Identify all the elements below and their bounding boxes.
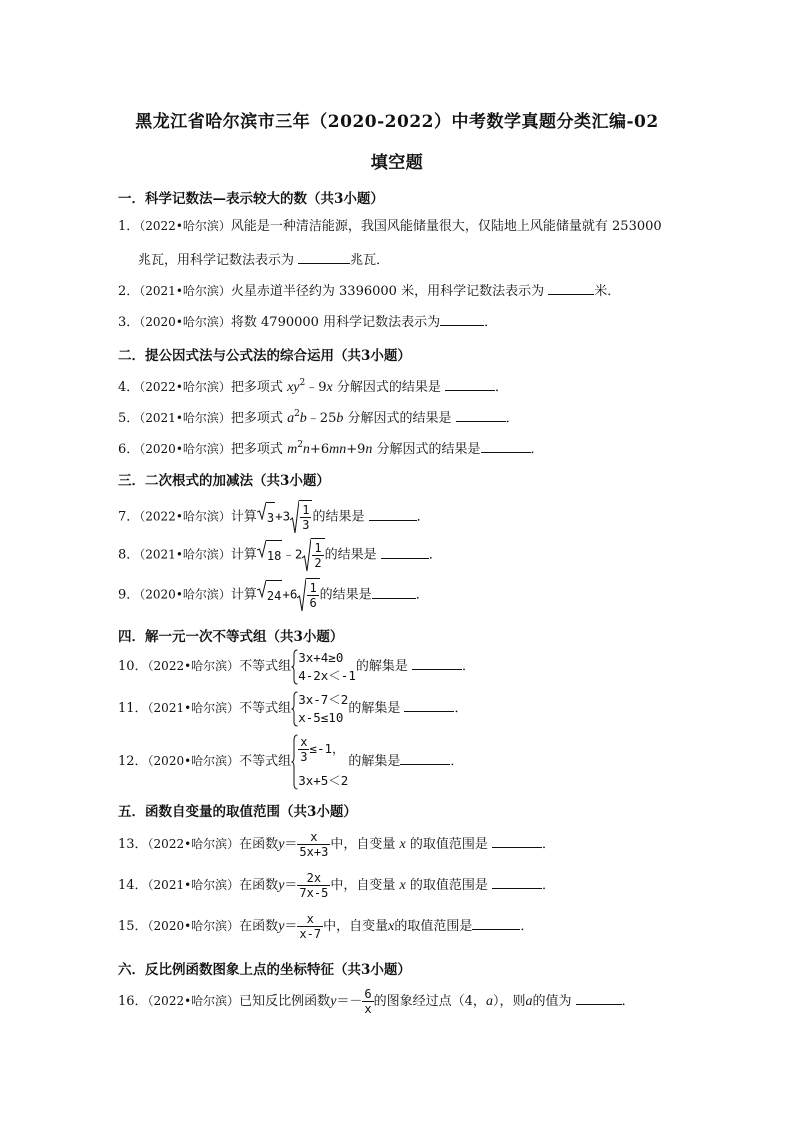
answer-blank[interactable] — [412, 657, 462, 670]
question-3 — [118, 313, 497, 331]
question-source: （2022•哈尔滨） — [139, 380, 231, 394]
question-2 — [118, 282, 620, 300]
question-source: （2020•哈尔滨） — [139, 315, 231, 329]
question-text: 的解集是 — [348, 754, 401, 769]
radicand — [299, 500, 312, 534]
question-source: （2020•哈尔滨） — [139, 442, 231, 456]
question-text: 不等式组 — [239, 701, 292, 716]
math-operator: ﹣9 — [305, 380, 327, 395]
math-variable: n — [365, 442, 373, 457]
section-heading-1: 一．科学记数法—表示较大的数（共3小题） — [118, 191, 384, 207]
radical-sign-icon — [257, 540, 266, 558]
question-text: 分解因式的结果是 — [347, 411, 452, 426]
math-variable: y — [278, 837, 285, 852]
question-text: 将数 4790000 用科学记数法表示为 — [230, 315, 441, 330]
question-number: 12． — [118, 754, 148, 769]
inequality-system — [291, 691, 348, 727]
question-source: （2021•哈尔滨） — [139, 547, 231, 562]
question-13 — [118, 827, 555, 862]
fraction — [297, 830, 330, 859]
answer-blank[interactable] — [381, 546, 429, 559]
math-exponent: 2 — [299, 378, 306, 388]
inequality-system — [291, 649, 356, 685]
radical-sign-icon — [257, 580, 266, 598]
math-variable: x — [399, 878, 406, 893]
question-8 — [118, 538, 442, 572]
fraction-numerator: x — [300, 735, 308, 749]
question-source: （2020•哈尔滨） — [139, 587, 231, 602]
fraction-denominator: 5x+3 — [299, 845, 329, 859]
inequality-system — [291, 734, 348, 790]
question-number: 15． — [118, 919, 148, 934]
fraction-numerator: 6 — [364, 987, 372, 1001]
question-source: （2020•哈尔滨） — [147, 754, 240, 768]
radicand: 3 — [266, 502, 275, 533]
inequality-line: 3x-7＜2 — [298, 692, 349, 707]
fraction-numerator: 1 — [314, 541, 322, 555]
question-text: 中，自变量 — [330, 837, 396, 852]
question-text: ． — [462, 659, 476, 674]
math-operator: +6 — [282, 586, 298, 602]
math-operator: ＝ — [284, 878, 298, 893]
question-text: 把多项式 — [230, 380, 283, 395]
answer-blank[interactable] — [404, 699, 454, 712]
answer-blank[interactable] — [481, 440, 531, 453]
question-source: （2022•哈尔滨） — [147, 659, 240, 673]
answer-blank[interactable] — [548, 282, 594, 295]
question-source: （2022•哈尔滨） — [147, 994, 240, 1008]
question-text: 米． — [594, 284, 621, 299]
question-text: ． — [416, 509, 430, 525]
fraction-denominator: 3 — [302, 518, 310, 532]
left-brace-icon — [291, 691, 298, 727]
answer-blank[interactable] — [440, 313, 484, 326]
math-variable: y — [278, 919, 285, 934]
math-operator: ＝ — [284, 837, 298, 852]
left-brace-icon — [291, 734, 298, 790]
question-text: 的取值范围是 — [409, 878, 488, 893]
square-root — [257, 540, 282, 571]
question-11 — [118, 690, 468, 727]
math-variable: y — [330, 994, 337, 1009]
question-number: 4． — [118, 380, 140, 395]
fraction — [362, 987, 373, 1016]
question-14 — [118, 868, 555, 903]
question-number: 8． — [118, 547, 140, 563]
question-text: 的取值范围是 — [394, 919, 473, 934]
fraction — [297, 912, 323, 941]
question-text: 分解因式的结果是 — [336, 380, 441, 395]
math-variable: x — [388, 919, 395, 934]
radicand — [311, 538, 324, 572]
fraction-denominator: 6 — [309, 596, 317, 610]
question-source: （2021•哈尔滨） — [147, 878, 240, 892]
question-16 — [118, 984, 635, 1019]
inequality-line: 4-2x＜-1 — [298, 668, 356, 683]
square-root — [297, 578, 319, 612]
question-source: （2021•哈尔滨） — [139, 284, 231, 298]
question-number: 3． — [118, 315, 140, 330]
fraction — [307, 581, 318, 610]
question-12 — [118, 733, 463, 790]
question-text: 计算 — [230, 509, 257, 525]
question-number: 6． — [118, 442, 140, 457]
question-text: ． — [495, 380, 509, 395]
question-text: 中，自变量 — [330, 878, 396, 893]
radicand: 24 — [266, 580, 282, 611]
question-text: ． — [415, 587, 429, 603]
question-text: ． — [621, 994, 635, 1009]
question-text: ． — [505, 411, 519, 426]
math-operator: ﹣25 — [306, 411, 337, 426]
answer-blank[interactable] — [369, 508, 417, 521]
question-source: （2022•哈尔滨） — [139, 509, 231, 524]
question-text: 不等式组 — [239, 754, 292, 769]
question-text: 分解因式的结果是 — [376, 442, 481, 457]
question-text: ． — [530, 442, 544, 457]
question-text: 的值为 — [532, 994, 572, 1009]
question-text: 的图象经过点（4， — [373, 994, 486, 1009]
question-text: 计算 — [230, 587, 257, 603]
question-text: 兆瓦，用科学记数法表示为 — [138, 253, 295, 268]
question-text: 的取值范围是 — [409, 837, 488, 852]
answer-blank[interactable] — [400, 752, 450, 765]
question-text: 把多项式 — [230, 411, 283, 426]
question-text: 的结果是 — [319, 587, 372, 603]
question-text: ． — [520, 919, 534, 934]
question-6 — [118, 437, 544, 458]
question-number: 1． — [118, 219, 140, 234]
math-operator: +6 — [309, 442, 330, 457]
math-variable: b — [336, 411, 344, 426]
document-title: 黑龙江省哈尔滨市三年（2020-2022）中考数学真题分类汇编-02 — [135, 112, 659, 132]
question-5 — [118, 406, 519, 427]
fraction-denominator: 3 — [300, 750, 308, 764]
question-text: ． — [450, 754, 464, 769]
question-10 — [118, 648, 475, 685]
answer-blank[interactable] — [492, 835, 542, 848]
question-text: ），则 — [492, 994, 526, 1009]
math-variable: xy — [287, 380, 300, 395]
question-number: 14． — [118, 878, 148, 893]
question-9 — [118, 578, 429, 612]
math-operator: ＝－ — [336, 994, 363, 1009]
math-variable: mn — [329, 442, 347, 457]
math-operator: +3 — [275, 508, 291, 524]
section-heading-6: 六．反比例函数图象上点的坐标特征（共3小题） — [118, 962, 411, 978]
section-heading-2: 二．提公因式法与公式法的综合运用（共3小题） — [118, 348, 411, 364]
fraction — [297, 871, 330, 900]
math-variable: b — [299, 411, 307, 426]
fraction-denominator: 2 — [314, 556, 322, 570]
fraction-numerator: x — [306, 912, 314, 926]
question-text: 风能是一种清洁能源，我国风能储量很大，仅陆地上风能储量就有 253000 — [230, 219, 662, 234]
square-root — [257, 502, 275, 533]
question-7 — [118, 500, 430, 534]
inequality-line: 3x+5＜2 — [298, 773, 349, 788]
answer-blank[interactable] — [456, 409, 506, 422]
math-variable: y — [278, 878, 285, 893]
fraction-denominator: 7x-5 — [299, 886, 329, 900]
question-text: ． — [484, 315, 498, 330]
question-source: （2022•哈尔滨） — [147, 837, 240, 851]
question-number: 16． — [118, 994, 148, 1009]
question-number: 10． — [118, 659, 148, 674]
math-exponent: 2 — [294, 409, 300, 419]
question-text: 的解集是 — [355, 659, 408, 674]
question-15 — [118, 909, 533, 944]
question-text: 的解集是 — [348, 701, 401, 716]
question-number: 7． — [118, 509, 140, 525]
question-source: （2022•哈尔滨） — [139, 219, 231, 233]
question-number: 11． — [118, 701, 148, 716]
answer-blank[interactable] — [492, 876, 542, 889]
question-source: （2020•哈尔滨） — [147, 919, 240, 933]
inequality-line: 3x+4≥0 — [298, 650, 344, 665]
question-text: 在函数 — [239, 878, 279, 893]
radical-sign-icon — [297, 578, 306, 612]
question-number: 13． — [118, 837, 148, 852]
math-operator: ﹣2 — [282, 546, 303, 562]
answer-blank[interactable] — [298, 251, 350, 264]
math-variable: x — [399, 837, 406, 852]
fraction-numerator: 1 — [309, 581, 317, 595]
radical-sign-icon — [290, 500, 299, 534]
radical-sign-icon — [257, 502, 266, 520]
math-variable: n — [302, 442, 310, 457]
question-number: 9． — [118, 587, 140, 603]
question-text: 的结果是 — [324, 547, 377, 563]
question-number: 2． — [118, 284, 140, 299]
section-heading-5: 五．函数自变量的取值范围（共3小题） — [118, 804, 357, 820]
question-1 — [118, 218, 662, 235]
question-text: 兆瓦． — [350, 253, 390, 268]
square-root — [290, 500, 312, 534]
left-brace-icon — [291, 649, 298, 685]
fraction-numerator: 2x — [306, 871, 322, 885]
math-operator: ＝ — [284, 919, 298, 934]
question-text: ． — [542, 878, 556, 893]
question-source: （2021•哈尔滨） — [139, 411, 231, 425]
question-text: ． — [454, 701, 468, 716]
math-variable: a — [485, 994, 493, 1009]
math-variable: x — [326, 380, 333, 395]
fraction — [312, 541, 323, 570]
question-source: （2021•哈尔滨） — [147, 701, 240, 715]
fraction-denominator: x — [364, 1002, 372, 1016]
question-text: 已知反比例函数 — [239, 994, 331, 1009]
fraction-numerator: 1 — [302, 503, 310, 517]
fraction-numerator: x — [310, 830, 318, 844]
question-text: ． — [542, 837, 556, 852]
fraction-denominator: x-7 — [299, 927, 322, 941]
radical-sign-icon — [302, 538, 311, 572]
section-heading-4: 四．解一元一次不等式组（共3小题） — [118, 629, 344, 645]
answer-blank[interactable] — [445, 378, 495, 391]
question-text: 的结果是 — [312, 509, 365, 525]
question-text: 在函数 — [239, 837, 279, 852]
question-text: 在函数 — [239, 919, 279, 934]
fraction — [300, 503, 311, 532]
radicand — [306, 578, 319, 612]
question-text: 计算 — [230, 547, 257, 563]
square-root — [257, 580, 282, 611]
question-text: 不等式组 — [239, 659, 292, 674]
math-variable: m — [287, 442, 298, 457]
inequality-line: ≤-1， — [309, 741, 345, 756]
math-variable: a — [287, 411, 295, 426]
document-subtitle: 填空题 — [370, 153, 424, 173]
answer-blank[interactable] — [472, 917, 520, 930]
math-operator: +9 — [346, 442, 366, 457]
radicand: 18 — [266, 540, 282, 571]
inequality-line: x-5≤10 — [298, 710, 344, 725]
question-text: 火星赤道半径约为 3396000 米，用科学记数法表示为 — [230, 284, 545, 299]
question-text: ． — [428, 547, 442, 563]
math-exponent: 2 — [297, 440, 303, 450]
answer-blank[interactable] — [576, 992, 622, 1005]
square-root — [302, 538, 324, 572]
section-heading-3: 三．二次根式的加减法（共3小题） — [118, 473, 330, 489]
question-number: 5． — [118, 411, 140, 426]
question-text: 把多项式 — [230, 442, 283, 457]
question-text: 中，自变量 — [323, 919, 389, 934]
question-4 — [118, 375, 508, 396]
math-variable: a — [525, 994, 533, 1009]
answer-blank[interactable] — [372, 586, 416, 599]
question-1-continued — [138, 249, 389, 268]
fraction — [298, 735, 309, 764]
